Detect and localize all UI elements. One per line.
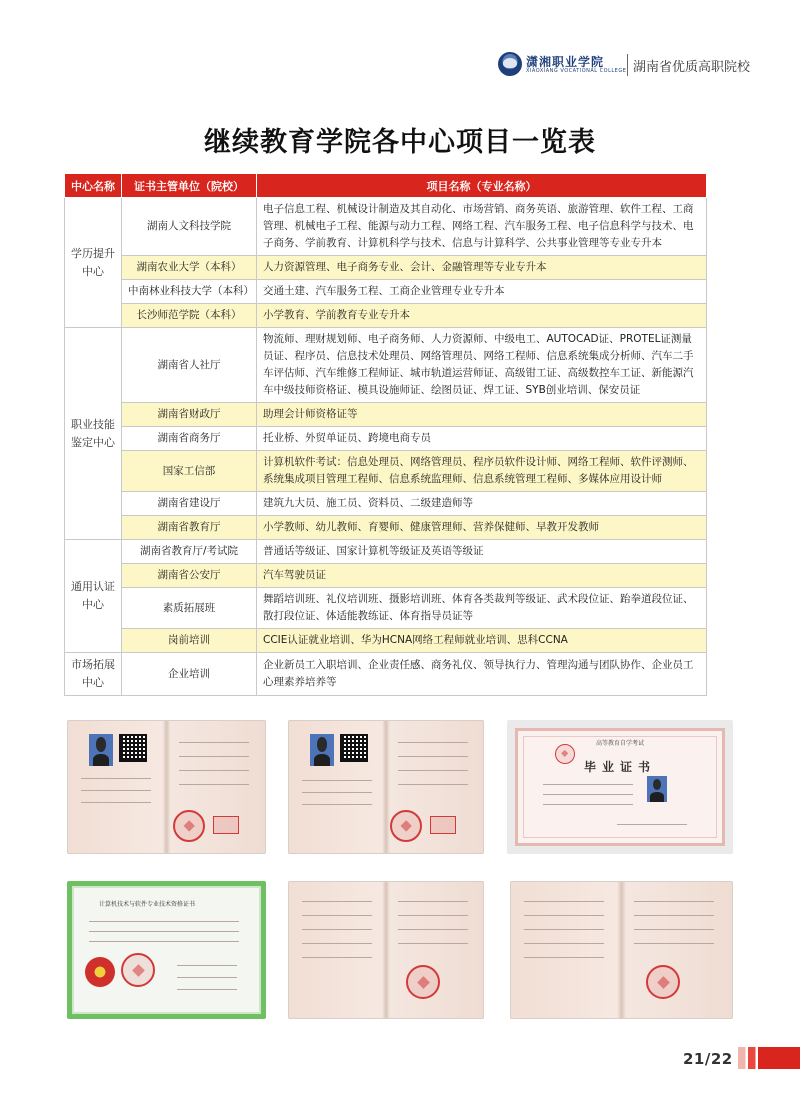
text-line <box>179 756 249 757</box>
page-number: 21/22 <box>683 1050 733 1068</box>
logo-english-name: XIAOXIANG VOCATIONAL COLLEGE <box>526 68 627 74</box>
certificate-photo-6 <box>510 881 733 1019</box>
text-line <box>398 901 468 902</box>
project-cell: 交通土建、汽车服务工程、工商企业管理专业专升本 <box>257 280 707 304</box>
project-cell: 汽车驾驶员证 <box>257 564 707 588</box>
text-line <box>81 790 151 791</box>
header-unit: 证书主管单位（院校） <box>122 174 257 198</box>
table-row <box>65 451 707 492</box>
table-row <box>65 564 707 588</box>
table-row <box>65 516 707 540</box>
text-line <box>179 770 249 771</box>
unit-cell: 长沙师范学院（本科） <box>122 304 257 328</box>
project-cell: 计算机软件考试：信息处理员、网络管理员、程序员软件设计师、网络工程师、软件评测师、系统集成项目管理工程师、信息系统监理师、信息系统管理工程师、多媒体应用设计师 <box>257 451 707 492</box>
text-line <box>177 989 237 990</box>
text-line <box>524 957 604 958</box>
qr-code-icon <box>340 734 368 762</box>
table-header-row <box>65 174 707 198</box>
header-slogan: 湖南省优质高职院校 <box>633 60 751 75</box>
text-line <box>398 784 468 785</box>
text-line <box>302 915 372 916</box>
text-line <box>302 780 372 781</box>
center-name-cell <box>65 328 122 540</box>
text-line <box>177 977 237 978</box>
text-line <box>179 784 249 785</box>
project-cell: 物流师、理财规划师、电子商务师、人力资源师、中级电工、AUTOCAD证、PROTEL证测量员证、程序员、信息技术处理员、网络管理员、网络工程师、信息系统集成分析师、汽车二手车评估师、汽车维修工程师证、城市轨道运营师证、高级钳工证、高级数控车工证、新能源汽车中级技师资格证、模具设施师证、绘图员证、焊工证、SYB创业培训、保安员证 <box>257 328 707 403</box>
text-line <box>302 943 372 944</box>
national-emblem-icon <box>85 957 115 987</box>
unit-cell: 湖南省建设厅 <box>122 492 257 516</box>
project-cell: CCIE认证就业培训、华为HCNA网络工程师就业培训、思科CCNA <box>257 629 707 653</box>
project-cell: 企业新员工入职培训、企业责任感、商务礼仪、领导执行力、管理沟通与团队协作、企业员工心理素养培养等 <box>257 653 707 696</box>
official-seal-icon <box>555 744 575 764</box>
unit-cell: 湖南农业大学（本科） <box>122 256 257 280</box>
certificate-inner-frame <box>523 736 717 838</box>
portrait-photo <box>89 734 113 766</box>
official-seal-icon <box>173 810 205 842</box>
page-header <box>0 40 800 90</box>
project-cell: 助理会计师资格证等 <box>257 403 707 427</box>
text-line <box>617 824 687 825</box>
unit-cell: 湖南省财政厅 <box>122 403 257 427</box>
text-line <box>398 943 468 944</box>
header-center: 中心名称 <box>65 174 122 198</box>
table-row <box>65 328 707 403</box>
text-line <box>634 901 714 902</box>
unit-cell: 中南林业科技大学（本科） <box>122 280 257 304</box>
text-line <box>302 792 372 793</box>
text-line <box>302 901 372 902</box>
unit-cell: 国家工信部 <box>122 451 257 492</box>
text-line <box>524 929 604 930</box>
certificate-photo-5 <box>288 881 484 1019</box>
project-cell: 托业桥、外贸单证员、跨境电商专员 <box>257 427 707 451</box>
text-line <box>398 756 468 757</box>
official-seal-icon <box>390 810 422 842</box>
official-seal-icon <box>646 965 680 999</box>
text-line <box>634 943 714 944</box>
certificate-photo-2 <box>288 720 484 854</box>
table-row <box>65 629 707 653</box>
project-cell: 电子信息工程、机械设计制造及其自动化、市场营销、商务英语、旅游管理、软件工程、工商管理、机械电子工程、能源与动力工程、网络工程、汽车服务工程、电子信息科学与技术、电子商务、学前教育、计算机科学与技术、信息与计算科学、公共事业管理等专业专升本 <box>257 198 707 256</box>
text-line <box>179 742 249 743</box>
college-emblem-icon <box>498 52 522 76</box>
project-cell: 建筑九大员、施工员、资料员、二级建造师等 <box>257 492 707 516</box>
unit-cell: 素质拓展班 <box>122 588 257 629</box>
text-line <box>398 742 468 743</box>
project-cell: 普通话等级证、国家计算机等级证及英语等级证 <box>257 540 707 564</box>
table-row <box>65 403 707 427</box>
text-line <box>543 784 633 785</box>
page-title: 继续教育学院各中心项目一览表 <box>204 127 596 158</box>
text-line <box>543 804 633 805</box>
unit-cell: 湖南省教育厅/考试院 <box>122 540 257 564</box>
text-line <box>89 931 239 932</box>
unit-cell: 湖南人文科技学院 <box>122 198 257 256</box>
software-certificate-photo <box>67 881 266 1019</box>
table-row <box>65 256 707 280</box>
table-row <box>65 280 707 304</box>
project-cell: 小学教师、幼儿教师、育婴师、健康管理师、营养保健师、早教开发教师 <box>257 516 707 540</box>
text-line <box>89 941 239 942</box>
qr-code-icon <box>119 734 147 762</box>
graduation-certificate-photo <box>507 720 733 854</box>
center-name: 职业技能鉴定中心 <box>71 417 115 449</box>
text-line <box>398 915 468 916</box>
table-row <box>65 653 707 696</box>
graduation-certificate-title: 毕业证书 <box>583 760 656 774</box>
text-line <box>543 794 633 795</box>
unit-cell: 企业培训 <box>122 653 257 696</box>
graduation-certificate-subtitle: 高等教育自学考试 <box>595 740 644 747</box>
text-line <box>302 804 372 805</box>
logo-chinese-name: 潇湘职业学院 <box>526 55 605 69</box>
text-line <box>524 943 604 944</box>
stamp-mark <box>213 816 239 834</box>
text-line <box>302 929 372 930</box>
project-cell: 人力资源管理、电子商务专业、会计、金融管理等专业专升本 <box>257 256 707 280</box>
text-line <box>81 802 151 803</box>
unit-cell: 湖南省人社厅 <box>122 328 257 403</box>
text-line <box>89 921 239 922</box>
project-cell: 小学教育、学前教育专业专升本 <box>257 304 707 328</box>
header-divider <box>627 54 628 76</box>
unit-cell: 湖南省教育厅 <box>122 516 257 540</box>
table-row <box>65 540 707 564</box>
text-line <box>524 901 604 902</box>
table-row <box>65 588 707 629</box>
official-seal-icon <box>406 965 440 999</box>
project-cell: 舞蹈培训班、礼仪培训班、摄影培训班、体育各类裁判等级证、武术段位证、跆拳道段位证、散打段位证、体适能教练证、体育指导员证等 <box>257 588 707 629</box>
software-certificate-caption: 计算机技术与软件专业技术资格证书 <box>99 901 196 908</box>
unit-cell: 岗前培训 <box>122 629 257 653</box>
college-logo <box>498 52 627 78</box>
text-line <box>398 929 468 930</box>
table-row <box>65 492 707 516</box>
center-name: 学历提升中心 <box>71 246 115 278</box>
header-project: 项目名称（专业名称） <box>257 174 707 198</box>
center-name-cell <box>65 198 122 328</box>
unit-cell: 湖南省公安厅 <box>122 564 257 588</box>
table-row <box>65 198 707 256</box>
center-name-cell <box>65 540 122 653</box>
stamp-mark <box>430 816 456 834</box>
projects-table <box>64 173 707 696</box>
text-line <box>398 770 468 771</box>
table-row <box>65 427 707 451</box>
footer-accent-bar <box>738 1047 800 1069</box>
center-name: 通用认证中心 <box>71 580 115 611</box>
unit-cell: 湖南省商务厅 <box>122 427 257 451</box>
text-line <box>302 957 372 958</box>
text-line <box>81 778 151 779</box>
portrait-photo <box>647 776 667 802</box>
center-name: 市场拓展中心 <box>71 658 115 689</box>
certificate-photo-1 <box>67 720 266 854</box>
text-line <box>524 915 604 916</box>
official-seal-icon <box>121 953 155 987</box>
text-line <box>634 915 714 916</box>
center-name-cell <box>65 653 122 696</box>
portrait-photo <box>310 734 334 766</box>
text-line <box>177 965 237 966</box>
table-row <box>65 304 707 328</box>
text-line <box>634 929 714 930</box>
